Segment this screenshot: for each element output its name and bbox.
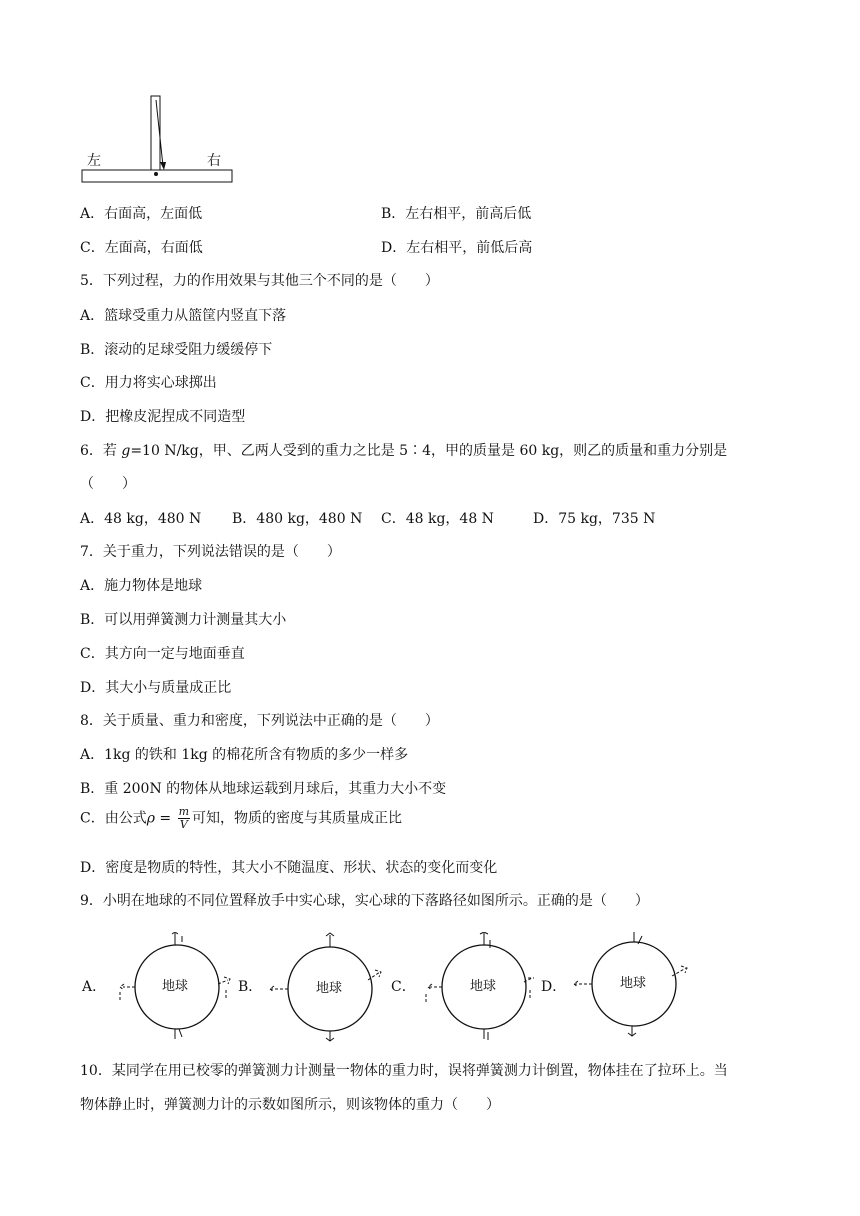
globe-option-c — [416, 932, 546, 1042]
q8-stem: 8．关于质量、重力和密度，下列说法中正确的是（ ） — [80, 713, 439, 729]
q4-option-b: B．左右相平，前高后低 — [381, 206, 532, 222]
q6-option-b: B．480 kg，480 N — [232, 511, 363, 527]
globe-option-a — [112, 932, 242, 1042]
q8-option-c — [80, 806, 402, 831]
figure-right-label: 右 — [207, 153, 221, 169]
q7-option-a: A．施力物体是地球 — [80, 578, 203, 594]
globe-option-b — [260, 932, 390, 1042]
q4-option-c: C．左面高，右面低 — [80, 240, 203, 256]
globe-c-label: 地球 — [470, 979, 497, 994]
q7-stem: 7．关于重力，下列说法错误的是（ ） — [80, 544, 341, 560]
globe-b-label: 地球 — [316, 981, 343, 996]
q5-option-b: B．滚动的足球受阻力缓缓停下 — [80, 342, 273, 358]
q6-option-d: D．75 kg，735 N — [533, 511, 656, 527]
q7-option-d: D．其大小与质量成正比 — [80, 680, 232, 696]
q5-option-d: D．把橡皮泥捏成不同造型 — [80, 409, 246, 425]
fraction-denominator: V — [179, 818, 188, 831]
q6-paren: （ ） — [80, 476, 136, 492]
q4-option-a: A．右面高，左面低 — [80, 206, 203, 222]
q6-option-c: C．48 kg，48 N — [381, 511, 494, 527]
figure-left-label: 左 — [87, 153, 101, 169]
q8-option-b: B．重 200N 的物体从地球运载到月球后，其重力大小不变 — [80, 781, 447, 797]
q8-option-a: A．1kg 的铁和 1kg 的棉花所含有物质的多少一样多 — [80, 747, 409, 763]
q7-option-b: B．可以用弹簧测力计测量其大小 — [80, 612, 287, 628]
q5-option-a: A．篮球受重力从篮筐内竖直下落 — [80, 308, 287, 324]
q5-option-c: C．用力将实心球掷出 — [80, 375, 217, 391]
q8-c-prefix: C．由公式 — [80, 810, 147, 827]
equals-sign: = — [154, 810, 176, 827]
density-fraction — [178, 806, 190, 831]
q9-letter-a: A． — [82, 979, 107, 995]
q9-letter-b: B． — [238, 979, 263, 995]
plumb-level-diagram — [80, 92, 240, 184]
q9-letter-d: D． — [541, 979, 567, 995]
q6-option-a: A．48 kg，480 N — [80, 511, 202, 527]
rho-symbol: ρ — [146, 810, 155, 827]
globe-d-label: 地球 — [620, 976, 647, 991]
fraction-numerator: m — [178, 805, 190, 818]
q6-stem — [80, 440, 727, 460]
q8-option-d: D．密度是物质的特性，其大小不随温度、形状、状态的变化而变化 — [80, 860, 498, 876]
q4-option-d: D．左右相平，前低后高 — [381, 240, 533, 256]
q9-letter-c: C． — [391, 979, 416, 995]
globe-option-d — [566, 932, 700, 1042]
q10-line2: 物体静止时，弹簧测力计的示数如图所示，则该物体的重力（ ） — [80, 1097, 500, 1113]
q8-c-suffix: 可知，物质的密度与其质量成正比 — [192, 810, 403, 827]
q6-stem-suffix: =10 N/kg，甲、乙两人受到的重力之比是 5∶4，甲的质量是 60 kg，则乙的质量和重力分别是 — [130, 443, 728, 459]
q5-stem: 5．下列过程，力的作用效果与其他三个不同的是（ ） — [80, 273, 439, 289]
globe-a-label: 地球 — [162, 979, 189, 994]
q6-g-symbol: g — [121, 443, 131, 459]
plumb-level-figure — [80, 92, 240, 184]
q6-stem-prefix: 6．若 — [80, 443, 122, 459]
q10-line1: 10．某同学在用已校零的弹簧测力计测量一物体的重力时，误将弹簧测力计倒置，物体挂在了拉环上。当 — [80, 1063, 728, 1079]
q9-stem: 9．小明在地球的不同位置释放手中实心球，实心球的下落路径如图所示。正确的是（ ） — [80, 893, 649, 909]
q7-option-c: C．其方向一定与地面垂直 — [80, 646, 245, 662]
